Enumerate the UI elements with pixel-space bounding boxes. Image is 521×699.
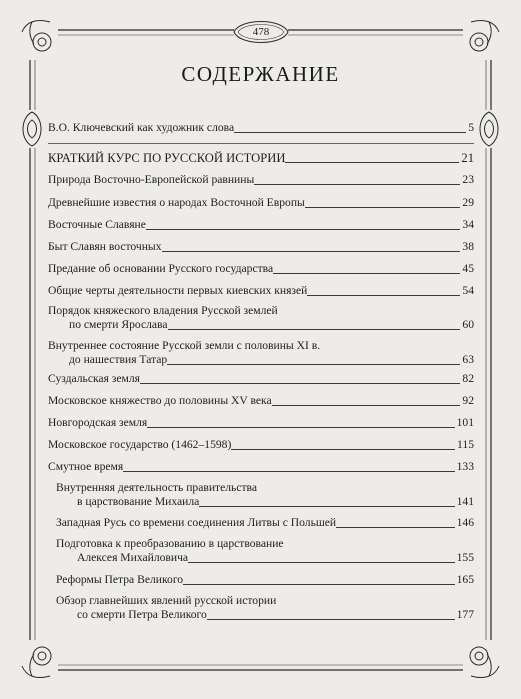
toc-entry[interactable]: Общие черты деятельности первых киевских князей 54 [48, 284, 474, 297]
toc-page-number: 38 [462, 240, 474, 253]
toc-page-number: 92 [462, 394, 474, 407]
toc-entry[interactable]: Внутреннее состояние Русской земли с половины XI в. до нашествия Татар 63 [48, 339, 474, 366]
toc-entry[interactable]: КРАТКИЙ КУРС ПО РУССКОЙ ИСТОРИИ 21 [48, 151, 474, 165]
toc-entry[interactable]: Новгородская земля 101 [48, 416, 474, 429]
toc-page-number: 101 [456, 416, 474, 429]
toc-entry[interactable]: Смутное время 133 [48, 460, 474, 473]
toc-entry[interactable]: Западная Русь со времени соединения Литвы с Польшей 146 [56, 516, 474, 529]
toc-entry[interactable]: Суздальская земля 82 [48, 372, 474, 385]
page-number: 478 [252, 26, 270, 38]
toc-page-number: 115 [457, 438, 474, 451]
toc-page-number: 29 [462, 196, 474, 209]
toc-page-number: 60 [462, 318, 474, 331]
toc-page-number: 34 [462, 218, 474, 231]
toc-page-number: 133 [456, 460, 474, 473]
toc-entry[interactable]: Московское княжество до половины XV века 92 [48, 394, 474, 407]
toc-entry[interactable]: Порядок княжеского владения Русской землей по смерти Ярослава 60 [48, 304, 474, 331]
toc-page-number: 23 [462, 173, 474, 186]
page-title: СОДЕРЖАНИЕ [181, 62, 340, 86]
toc-entry[interactable]: Природа Восточно-Европейской равнины 23 [48, 173, 474, 186]
toc-entry[interactable]: Обзор главнейших явлений русской истории со смерти Петра Великого 177 [56, 594, 474, 621]
toc-page-number: 63 [462, 353, 474, 366]
toc-page-number: 141 [456, 495, 474, 508]
toc-page-number: 146 [456, 516, 474, 529]
toc-entry[interactable]: Реформы Петра Великого 165 [56, 573, 474, 586]
toc-page-number: 155 [456, 551, 474, 564]
toc-page-number: 45 [462, 262, 474, 275]
toc-entry[interactable]: Внутренняя деятельность правительства в царствование Михаила 141 [56, 481, 474, 508]
toc-page-number: 54 [462, 284, 474, 297]
toc-entry[interactable]: Быт Славян восточных 38 [48, 240, 474, 253]
toc-entry[interactable]: Московское государство (1462–1598) 115 [48, 438, 474, 451]
toc-page-number: 82 [462, 372, 474, 385]
toc-entry[interactable]: Предание об основании Русского государства 45 [48, 262, 474, 275]
toc-page-number: 21 [461, 151, 474, 165]
toc-page-number: 5 [468, 121, 474, 134]
toc-entry[interactable]: Древнейшие известия о народах Восточной Европы 29 [48, 196, 474, 209]
toc-page-number: 165 [456, 573, 474, 586]
toc-page-number: 177 [456, 608, 474, 621]
toc-entry[interactable]: Подготовка к преобразованию в царствование Алексея Михайловича 155 [56, 537, 474, 564]
section-divider [48, 143, 474, 144]
toc-entry[interactable]: Восточные Славяне 34 [48, 218, 474, 231]
toc-entry[interactable]: В.О. Ключевский как художник слова 5 [48, 121, 474, 134]
